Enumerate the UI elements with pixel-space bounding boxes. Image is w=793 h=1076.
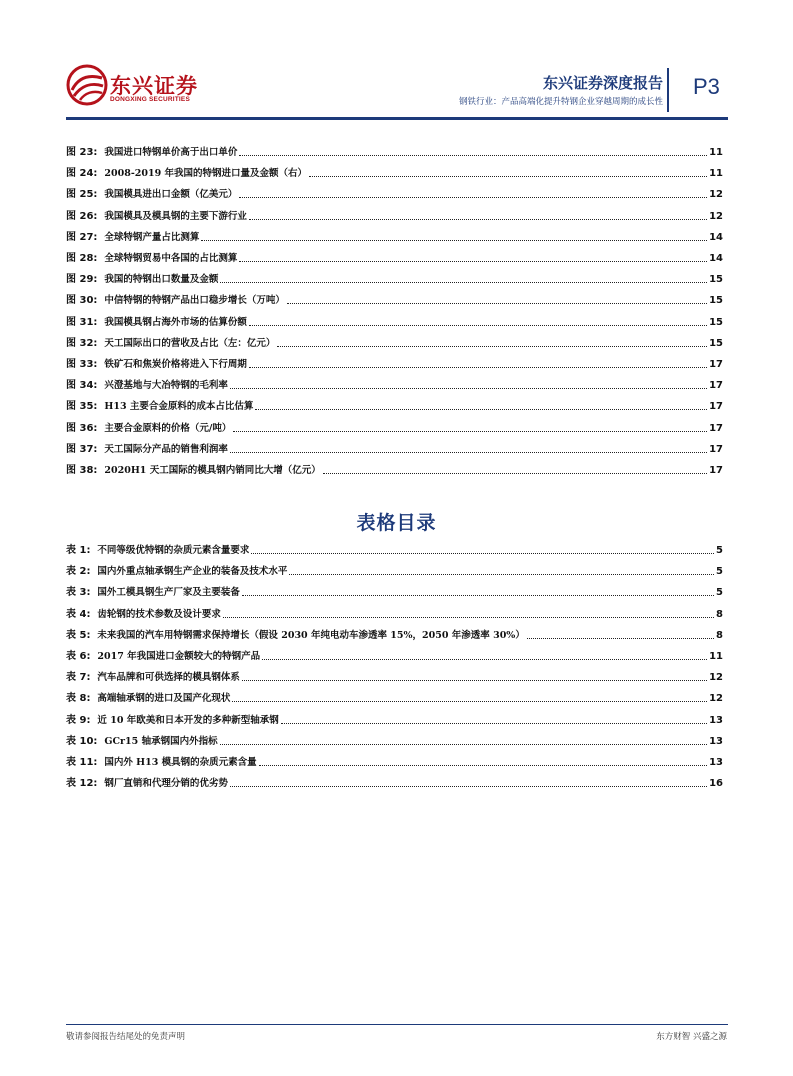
figure-label: 图 32: bbox=[66, 337, 98, 349]
figure-title[interactable]: 我国的特钢出口数量及金额 bbox=[104, 274, 219, 286]
report-subtitle: 钢铁行业：产品高端化提升特钢企业穿越周期的成长性 bbox=[458, 97, 663, 107]
figure-entry[interactable] bbox=[66, 251, 723, 265]
figure-label: 图 35: bbox=[66, 401, 98, 413]
figure-label: 图 26: bbox=[66, 210, 98, 222]
figure-title[interactable]: 主要合金原料的价格（元/吨） bbox=[104, 422, 232, 434]
table-title[interactable]: 齿轮钢的技术参数及设计要求 bbox=[97, 608, 221, 620]
label-spacer bbox=[90, 609, 97, 621]
table-label: 表 5: bbox=[66, 629, 91, 641]
figure-page-number[interactable]: 17 bbox=[709, 380, 723, 392]
label-spacer bbox=[90, 672, 97, 684]
figure-entry[interactable] bbox=[66, 209, 723, 223]
figure-label: 图 33: bbox=[66, 359, 98, 370]
label-spacer bbox=[97, 295, 104, 307]
figure-page-number[interactable]: 17 bbox=[709, 422, 723, 434]
label-spacer bbox=[97, 211, 104, 223]
figure-title[interactable]: 我国模具钢占海外市场的估算份额 bbox=[104, 316, 247, 328]
table-title[interactable]: 国外工模具钢生产厂家及主要装备 bbox=[97, 587, 240, 599]
label-spacer bbox=[90, 545, 97, 557]
figure-title[interactable]: 中信特钢的特钢产品出口稳步增长（万吨） bbox=[104, 295, 285, 307]
table-title[interactable]: 汽车品牌和可供选择的模具钢体系 bbox=[97, 672, 240, 684]
figure-title[interactable]: 我国模具进出口金额（亿美元） bbox=[104, 189, 238, 201]
table-title[interactable]: 不同等级优特钢的杂质元素含量要求 bbox=[97, 545, 250, 556]
page-header bbox=[0, 0, 793, 124]
figure-entry[interactable] bbox=[66, 272, 723, 286]
figure-label: 图 24: bbox=[66, 168, 98, 180]
table-label: 表 9: bbox=[66, 714, 91, 726]
dot-leader bbox=[249, 219, 707, 220]
table-title[interactable]: 国内外重点轴承钢生产企业的装备及技术水平 bbox=[97, 566, 288, 578]
figure-title[interactable]: 天工国际分产品的销售利润率 bbox=[104, 443, 228, 455]
figure-entry[interactable] bbox=[66, 293, 723, 307]
figure-entry[interactable] bbox=[66, 399, 723, 413]
figure-title[interactable]: 我国模具及模具钢的主要下游行业 bbox=[104, 210, 247, 222]
dot-leader bbox=[233, 431, 707, 432]
dot-leader bbox=[223, 617, 714, 618]
label-spacer bbox=[90, 651, 97, 663]
figure-label: 图 38: bbox=[66, 465, 98, 476]
table-page-number[interactable]: 13 bbox=[709, 757, 723, 768]
dot-leader bbox=[262, 659, 707, 660]
dot-leader bbox=[239, 261, 707, 262]
dot-leader bbox=[201, 240, 707, 241]
figure-entry[interactable] bbox=[66, 166, 723, 180]
table-entry[interactable] bbox=[66, 734, 723, 748]
table-entry[interactable] bbox=[66, 564, 723, 578]
label-spacer bbox=[97, 465, 104, 477]
figure-title[interactable]: H13 主要合金原料的成本占比估算 bbox=[104, 401, 254, 413]
table-title[interactable]: GCr15 轴承钢国内外指标 bbox=[104, 735, 218, 747]
table-label: 表 7: bbox=[66, 672, 91, 684]
table-label: 表 10: bbox=[66, 735, 98, 747]
dot-leader bbox=[309, 176, 707, 177]
table-label: 表 8: bbox=[66, 693, 91, 705]
figure-page-number[interactable]: 15 bbox=[709, 295, 723, 307]
dot-leader bbox=[251, 553, 714, 554]
label-spacer bbox=[97, 232, 104, 244]
label-spacer bbox=[97, 757, 104, 769]
figure-page-number[interactable]: 14 bbox=[709, 231, 723, 243]
label-spacer bbox=[97, 338, 104, 350]
label-spacer bbox=[97, 189, 104, 201]
table-entry[interactable] bbox=[66, 649, 723, 663]
figure-label: 图 37: bbox=[66, 443, 98, 455]
table-entry[interactable] bbox=[66, 585, 723, 599]
table-entry[interactable] bbox=[66, 691, 723, 705]
dot-leader bbox=[232, 701, 707, 702]
label-spacer bbox=[97, 168, 104, 180]
label-spacer bbox=[90, 587, 97, 599]
figure-entry[interactable] bbox=[66, 442, 723, 456]
figure-entry[interactable] bbox=[66, 463, 723, 477]
table-entry[interactable] bbox=[66, 607, 723, 621]
header-rule bbox=[66, 117, 728, 120]
figure-label: 图 34: bbox=[66, 380, 98, 392]
dot-leader bbox=[527, 638, 714, 639]
dot-leader bbox=[249, 325, 707, 326]
label-spacer bbox=[90, 630, 97, 642]
table-page-number[interactable]: 8 bbox=[716, 629, 723, 641]
table-page-number[interactable]: 8 bbox=[716, 608, 723, 620]
figure-page-number[interactable]: 12 bbox=[709, 189, 723, 201]
dot-leader bbox=[259, 765, 707, 766]
figure-page-number[interactable]: 11 bbox=[709, 147, 723, 158]
table-label: 表 3: bbox=[66, 587, 91, 599]
figure-page-number[interactable]: 17 bbox=[709, 465, 723, 476]
label-spacer bbox=[90, 693, 97, 705]
label-spacer bbox=[97, 274, 104, 286]
dot-leader bbox=[242, 680, 707, 681]
figure-entry[interactable] bbox=[66, 315, 723, 329]
dot-leader bbox=[255, 409, 707, 410]
dot-leader bbox=[287, 303, 707, 304]
figure-title[interactable]: 2008-2019 年我国的特钢进口量及金额（右） bbox=[104, 168, 308, 180]
table-label: 表 12: bbox=[66, 778, 98, 790]
dot-leader bbox=[281, 723, 707, 724]
figure-label: 图 25: bbox=[66, 189, 98, 201]
figure-title[interactable]: 2020H1 天工国际的模具钢内销同比大增（亿元） bbox=[104, 465, 321, 476]
dot-leader bbox=[323, 473, 707, 474]
label-spacer bbox=[90, 715, 97, 727]
figure-label: 图 30: bbox=[66, 295, 98, 307]
footer-rule bbox=[66, 1024, 728, 1025]
figure-entry[interactable] bbox=[66, 378, 723, 392]
table-page-number[interactable]: 12 bbox=[709, 672, 723, 684]
table-page-number[interactable]: 5 bbox=[716, 587, 723, 599]
figure-page-number[interactable]: 15 bbox=[709, 274, 723, 286]
dot-leader bbox=[277, 346, 707, 347]
figure-label: 图 27: bbox=[66, 231, 98, 243]
footer-slogan: 东方财智 兴盛之源 bbox=[656, 1032, 727, 1042]
page-number: P3 bbox=[693, 74, 720, 99]
label-spacer bbox=[97, 736, 104, 748]
figure-title[interactable]: 全球特钢产量占比测算 bbox=[104, 231, 200, 243]
figure-entry[interactable] bbox=[66, 336, 723, 350]
figure-label: 图 23: bbox=[66, 147, 98, 158]
figure-page-number[interactable]: 12 bbox=[709, 210, 723, 222]
dot-leader bbox=[230, 452, 707, 453]
figure-entry[interactable] bbox=[66, 421, 723, 435]
table-label: 表 1: bbox=[66, 545, 91, 556]
table-title[interactable]: 2017 年我国进口金额较大的特钢产品 bbox=[97, 651, 261, 662]
label-spacer bbox=[97, 423, 104, 435]
dot-leader bbox=[239, 155, 707, 156]
figure-title[interactable]: 天工国际出口的营收及占比（左：亿元） bbox=[104, 337, 276, 349]
figure-label: 图 31: bbox=[66, 316, 98, 328]
figure-page-number[interactable]: 15 bbox=[709, 316, 723, 328]
dot-leader bbox=[242, 595, 714, 596]
figure-page-number[interactable]: 15 bbox=[709, 337, 723, 349]
footer-disclaimer: 敬请参阅报告结尾处的免责声明 bbox=[66, 1032, 186, 1042]
header-divider bbox=[667, 68, 669, 112]
dot-leader bbox=[220, 744, 707, 745]
table-title[interactable]: 近 10 年欧美和日本开发的多种新型轴承钢 bbox=[97, 714, 279, 726]
table-page-number[interactable]: 12 bbox=[709, 693, 723, 705]
label-spacer bbox=[97, 444, 104, 456]
tables-section-title: 表格目录 bbox=[356, 512, 437, 534]
table-label: 表 6: bbox=[66, 651, 91, 662]
report-title: 东兴证券深度报告 bbox=[542, 74, 663, 92]
label-spacer bbox=[90, 566, 97, 578]
dot-leader bbox=[289, 574, 714, 575]
dot-leader bbox=[230, 388, 707, 389]
figure-entry[interactable] bbox=[66, 187, 723, 201]
dot-leader bbox=[230, 786, 707, 787]
table-page-number[interactable]: 5 bbox=[716, 545, 723, 556]
table-title[interactable]: 钢厂直销和代理分销的优劣势 bbox=[104, 778, 228, 790]
label-spacer bbox=[97, 380, 104, 392]
table-page-number[interactable]: 13 bbox=[709, 735, 723, 747]
table-label: 表 2: bbox=[66, 566, 91, 578]
table-title[interactable]: 高端轴承钢的进口及国产化现状 bbox=[97, 693, 231, 705]
figure-entry[interactable] bbox=[66, 230, 723, 244]
logo-cn-text: 东兴证券 bbox=[110, 74, 198, 98]
table-entry[interactable] bbox=[66, 776, 723, 790]
table-entry[interactable] bbox=[66, 670, 723, 684]
table-label: 表 4: bbox=[66, 608, 91, 620]
figure-title[interactable]: 铁矿石和焦炭价格将进入下行周期 bbox=[104, 359, 247, 370]
dot-leader bbox=[249, 367, 707, 368]
figure-page-number[interactable]: 17 bbox=[709, 401, 723, 413]
dot-leader bbox=[220, 282, 707, 283]
table-title[interactable]: 国内外 H13 模具钢的杂质元素含量 bbox=[104, 757, 257, 768]
logo-en-text: DONGXING SECURITIES bbox=[110, 96, 191, 103]
table-entry[interactable] bbox=[66, 713, 723, 727]
figure-page-number[interactable]: 14 bbox=[709, 253, 723, 264]
figure-page-number[interactable]: 11 bbox=[709, 168, 723, 180]
table-page-number[interactable]: 16 bbox=[709, 778, 723, 790]
figure-page-number[interactable]: 17 bbox=[709, 443, 723, 455]
figure-title[interactable]: 兴澄基地与大冶特钢的毛利率 bbox=[104, 380, 228, 392]
figure-page-number[interactable]: 17 bbox=[709, 359, 723, 370]
table-entry[interactable] bbox=[66, 628, 723, 642]
label-spacer bbox=[97, 317, 104, 329]
figure-title[interactable]: 我国进口特钢单价高于出口单价 bbox=[104, 147, 238, 158]
table-page-number[interactable]: 13 bbox=[709, 714, 723, 726]
table-entry[interactable] bbox=[66, 543, 723, 557]
figure-entry[interactable] bbox=[66, 145, 723, 159]
company-logo bbox=[66, 64, 206, 108]
dot-leader bbox=[239, 197, 707, 198]
label-spacer bbox=[97, 147, 104, 159]
table-label: 表 11: bbox=[66, 757, 98, 768]
label-spacer bbox=[97, 253, 104, 265]
figure-entry[interactable] bbox=[66, 357, 723, 371]
table-entry[interactable] bbox=[66, 755, 723, 769]
figure-title[interactable]: 全球特钢贸易中各国的占比测算 bbox=[104, 253, 238, 264]
label-spacer bbox=[97, 401, 104, 413]
figure-label: 图 36: bbox=[66, 422, 98, 434]
table-page-number[interactable]: 11 bbox=[709, 651, 723, 662]
figure-label: 图 29: bbox=[66, 274, 98, 286]
table-page-number[interactable]: 5 bbox=[716, 566, 723, 578]
figure-label: 图 28: bbox=[66, 253, 98, 264]
table-title[interactable]: 未来我国的汽车用特钢需求保持增长（假设 2030 年纯电动车渗透率 15%，2050 年渗透率 30%） bbox=[97, 629, 525, 641]
logo-emblem-icon bbox=[66, 64, 108, 106]
